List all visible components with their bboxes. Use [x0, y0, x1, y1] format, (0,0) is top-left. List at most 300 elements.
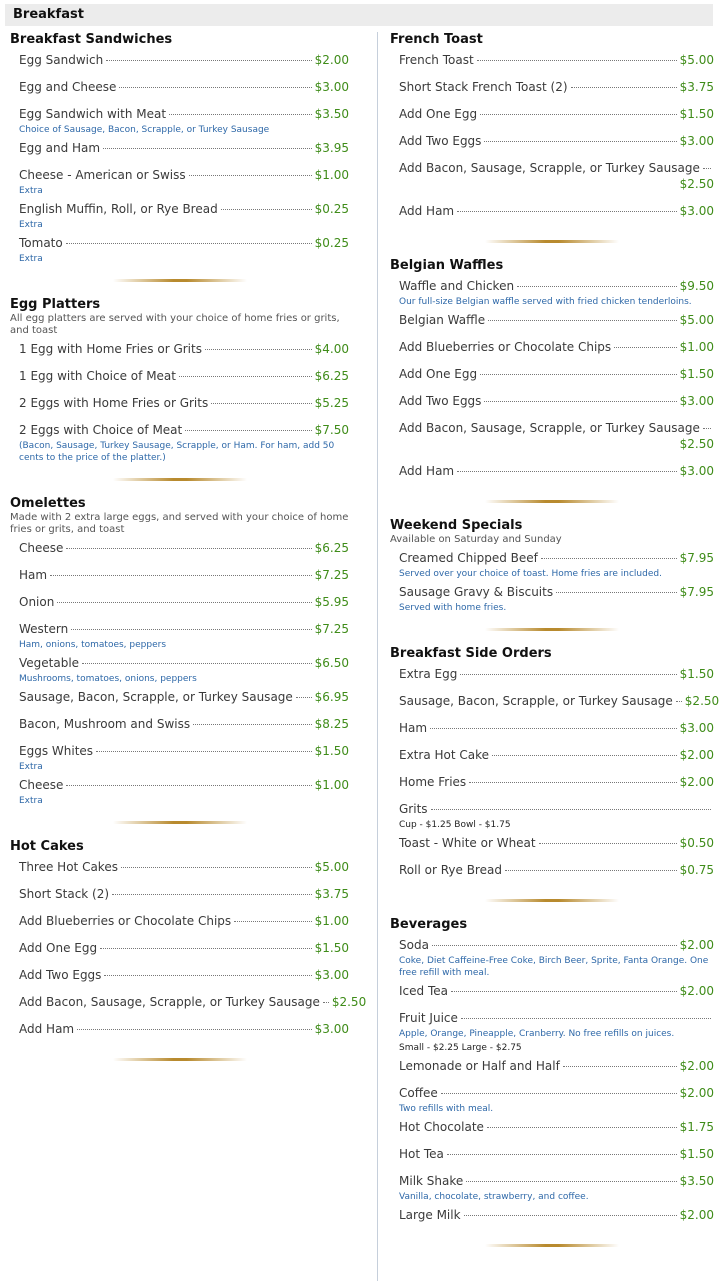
dot-leader	[121, 867, 312, 868]
dot-leader	[77, 1029, 312, 1030]
menu-item-row	[390, 339, 714, 355]
menu-item-price: $2.50	[679, 437, 714, 451]
menu-item-name: Add Blueberries or Chocolate Chips	[399, 340, 612, 354]
dot-leader	[614, 347, 676, 348]
menu-section-hot-cakes	[10, 839, 367, 1044]
dot-leader	[556, 592, 677, 593]
dot-leader	[296, 697, 312, 698]
dot-leader	[96, 751, 312, 752]
menu-item	[390, 937, 714, 979]
menu-item	[390, 1010, 714, 1054]
menu-item-row	[10, 994, 367, 1010]
menu-item	[10, 994, 367, 1017]
dot-leader	[539, 843, 677, 844]
dot-leader	[457, 211, 677, 212]
dot-leader	[703, 428, 711, 429]
menu-item-name: Soda	[399, 938, 429, 952]
menu-item-row	[10, 689, 349, 705]
dot-leader	[431, 809, 711, 810]
menu-item-description: Served with home fries.	[399, 603, 507, 613]
dot-leader	[71, 629, 311, 630]
dot-leader	[211, 403, 311, 404]
menu-item-row	[390, 983, 714, 999]
menu-item	[10, 201, 349, 231]
menu-item-name: Creamed Chipped Beef	[399, 551, 538, 565]
menu-item-price: $1.75	[679, 1120, 714, 1134]
dot-leader	[563, 1066, 677, 1067]
menu-item-price: $6.50	[314, 656, 349, 670]
menu-item	[10, 140, 349, 163]
menu-item-price: $6.25	[314, 369, 349, 383]
menu-item-price: $3.00	[314, 80, 349, 94]
menu-item	[390, 1085, 714, 1115]
menu-item-price: $1.50	[679, 367, 714, 381]
menu-item-row	[390, 835, 714, 851]
section-divider	[113, 478, 247, 481]
menu-item-price: $2.00	[314, 53, 349, 67]
menu-item-name: 1 Egg with Home Fries or Grits	[19, 342, 202, 356]
menu-item-row	[390, 366, 714, 382]
dot-leader	[541, 558, 677, 559]
menu-item-price: $3.95	[314, 141, 349, 155]
dot-leader	[66, 243, 312, 244]
menu-item-name: Hot Chocolate	[399, 1120, 484, 1134]
menu-item-name: Home Fries	[399, 775, 467, 789]
menu-item	[10, 52, 349, 75]
dot-leader	[205, 349, 312, 350]
menu-item-price: $1.50	[679, 1147, 714, 1161]
dot-leader	[234, 921, 311, 922]
menu-item-row	[10, 167, 349, 183]
right-column	[390, 32, 720, 1262]
menu-item-price: $1.50	[679, 667, 714, 681]
page-title: Breakfast	[13, 7, 84, 22]
menu-item-row	[10, 235, 349, 251]
menu-item-row	[390, 1010, 714, 1026]
section-note: Available on Saturday and Sunday	[390, 534, 562, 545]
menu-item	[390, 747, 714, 770]
dot-leader	[477, 60, 677, 61]
menu-item-name: Bacon, Mushroom and Swiss	[19, 717, 191, 731]
dot-leader	[430, 728, 677, 729]
menu-section-breakfast-side-orders	[390, 646, 720, 885]
dot-leader	[703, 168, 711, 169]
menu-item	[10, 341, 349, 364]
menu-item-row	[390, 312, 714, 328]
menu-item	[390, 366, 714, 389]
menu-item-row	[390, 862, 714, 878]
menu-item-name: Egg and Ham	[19, 141, 101, 155]
left-column	[10, 32, 367, 1076]
menu-item-name: 2 Eggs with Home Fries or Grits	[19, 396, 209, 410]
dot-leader	[66, 785, 311, 786]
dot-leader	[66, 548, 311, 549]
menu-item-price: $3.00	[679, 721, 714, 735]
menu-item	[10, 655, 349, 685]
menu-section-omelettes	[10, 496, 349, 807]
menu-item-name: Extra Hot Cake	[399, 748, 490, 762]
section-divider	[113, 821, 247, 824]
menu-item-price: $0.75	[679, 863, 714, 877]
menu-item-sizes: Cup - $1.25 Bowl - $1.75	[399, 820, 511, 830]
menu-item-row	[10, 540, 349, 556]
menu-item-price: $1.00	[679, 340, 714, 354]
section-title: Egg Platters	[10, 297, 101, 312]
menu-item-price: $6.25	[314, 541, 349, 555]
menu-item-row	[10, 368, 349, 384]
dot-leader	[484, 401, 676, 402]
dot-leader	[571, 87, 677, 88]
menu-item-row	[390, 1058, 714, 1074]
menu-item-description: Apple, Orange, Pineapple, Cranberry. No free refills on juices.	[399, 1029, 675, 1039]
menu-item	[390, 1119, 714, 1142]
section-divider	[113, 1058, 247, 1061]
menu-item-price: $3.00	[679, 134, 714, 148]
menu-item-name: Belgian Waffle	[399, 313, 486, 327]
menu-item	[10, 1021, 349, 1044]
menu-section-egg-platters	[10, 297, 349, 464]
menu-item	[390, 1146, 714, 1169]
section-title: Belgian Waffles	[390, 258, 504, 273]
menu-item-row	[390, 720, 714, 736]
dot-leader	[432, 945, 677, 946]
menu-item-price: $1.50	[314, 941, 349, 955]
menu-item	[390, 1173, 714, 1203]
menu-item	[10, 743, 349, 773]
menu-item-name: Onion	[19, 595, 55, 609]
menu-item-name: Add Two Eggs	[19, 968, 102, 982]
dot-leader	[480, 114, 677, 115]
menu-item-row	[10, 140, 349, 156]
menu-item-row	[10, 913, 349, 929]
dot-leader	[323, 1002, 329, 1003]
menu-item	[10, 368, 349, 391]
menu-item-price: $5.00	[679, 53, 714, 67]
menu-item-name: Short Stack French Toast (2)	[399, 80, 568, 94]
menu-item	[10, 913, 349, 936]
menu-item	[390, 133, 714, 156]
menu-item-name: Lemonade or Half and Half	[399, 1059, 560, 1073]
menu-item-row	[10, 743, 349, 759]
menu-item-name: Cheese	[19, 541, 64, 555]
menu-item-price: $2.00	[679, 984, 714, 998]
menu-item-row	[390, 79, 714, 95]
section-divider	[485, 628, 619, 631]
menu-section-breakfast-sandwiches	[10, 32, 349, 265]
menu-item-name: Add Two Eggs	[399, 394, 482, 408]
menu-item-price: $3.00	[679, 464, 714, 478]
menu-item	[10, 79, 349, 102]
menu-item-row	[10, 79, 349, 95]
dot-leader	[460, 674, 676, 675]
menu-item	[390, 203, 714, 226]
dot-leader	[169, 114, 312, 115]
menu-item-row	[10, 940, 349, 956]
dot-leader	[469, 782, 676, 783]
dot-leader	[57, 602, 311, 603]
menu-item-name: Sausage, Bacon, Scrapple, or Turkey Sausage	[19, 690, 293, 704]
menu-item-price: $8.25	[314, 717, 349, 731]
menu-item-row	[390, 693, 720, 709]
menu-item-name: Toast - White or Wheat	[399, 836, 536, 850]
menu-item-description: Served over your choice of toast. Home fries are included.	[399, 569, 662, 579]
menu-item-price: $2.50	[684, 694, 720, 708]
menu-item-row	[10, 859, 349, 875]
menu-item-name: Add One Egg	[19, 941, 98, 955]
menu-item	[10, 235, 349, 265]
section-title: Breakfast Side Orders	[390, 646, 552, 661]
menu-item	[390, 52, 714, 75]
dot-leader	[189, 175, 312, 176]
menu-item-name: Sausage, Bacon, Scrapple, or Turkey Sausage	[399, 694, 673, 708]
menu-item-price: $0.25	[314, 202, 349, 216]
menu-item-name: Tomato	[19, 236, 63, 250]
menu-item-price: $0.50	[679, 836, 714, 850]
menu-item-row	[390, 666, 714, 682]
section-divider	[113, 279, 247, 282]
dot-leader	[100, 948, 312, 949]
menu-item-row	[390, 52, 714, 68]
menu-item-description: Our full-size Belgian waffle served with fried chicken tenderloins.	[399, 297, 692, 307]
dot-leader	[119, 87, 311, 88]
menu-item-sizes: Small - $2.25 Large - $2.75	[399, 1043, 522, 1053]
menu-item-description: Vanilla, chocolate, strawberry, and coffee.	[399, 1192, 589, 1202]
menu-item-row	[390, 747, 714, 763]
menu-item-name: French Toast	[399, 53, 474, 67]
section-title: French Toast	[390, 32, 483, 47]
section-divider	[485, 500, 619, 503]
menu-item-price: $3.00	[679, 204, 714, 218]
menu-item-row	[390, 1119, 714, 1135]
menu-item	[10, 540, 349, 563]
section-title: Hot Cakes	[10, 839, 84, 854]
menu-item-price: $1.00	[314, 914, 349, 928]
menu-item-name: Western	[19, 622, 69, 636]
menu-item-price: $5.00	[679, 313, 714, 327]
menu-item-price: $1.00	[314, 778, 349, 792]
dot-leader	[50, 575, 312, 576]
menu-item-row	[390, 774, 714, 790]
menu-item-description: Extra	[19, 762, 43, 772]
menu-item-row	[390, 203, 714, 219]
menu-item-name: Add Two Eggs	[399, 134, 482, 148]
menu-item-row	[390, 1173, 714, 1189]
menu-item-row	[10, 422, 349, 438]
menu-item-name: Three Hot Cakes	[19, 860, 118, 874]
menu-item	[10, 940, 349, 963]
menu-item-row	[10, 201, 349, 217]
menu-item-row	[10, 967, 349, 983]
menu-item-row	[390, 1146, 714, 1162]
dot-leader	[505, 870, 677, 871]
menu-item-description: Extra	[19, 796, 43, 806]
menu-item-row	[390, 106, 714, 122]
menu-item	[390, 79, 714, 102]
menu-item-description: Ham, onions, tomatoes, peppers	[19, 640, 167, 650]
menu-item-name: Egg Sandwich with Meat	[19, 107, 167, 121]
menu-item	[10, 106, 349, 136]
dot-leader	[185, 430, 311, 431]
menu-item	[10, 594, 349, 617]
menu-item-price: $7.50	[314, 423, 349, 437]
menu-item	[390, 106, 714, 129]
menu-item-price: $2.00	[679, 938, 714, 952]
menu-item-description: Two refills with meal.	[399, 1104, 494, 1114]
menu-item-row	[390, 160, 714, 176]
dot-leader	[104, 975, 311, 976]
menu-item-row	[10, 594, 349, 610]
menu-item-description: Mushrooms, tomatoes, onions, peppers	[19, 674, 197, 684]
menu-item	[390, 774, 714, 797]
section-note: All egg platters are served with your choice of home fries or grits, and toast	[10, 313, 340, 336]
menu-item-price: $2.00	[679, 1059, 714, 1073]
menu-item-row	[390, 1207, 714, 1223]
dot-leader	[179, 376, 312, 377]
menu-item-price: $4.00	[314, 342, 349, 356]
menu-item-name: Extra Egg	[399, 667, 458, 681]
column-divider	[377, 32, 378, 1281]
dot-leader	[464, 1215, 677, 1216]
menu-item-price: $3.75	[679, 80, 714, 94]
menu-item	[390, 278, 714, 308]
menu-item	[10, 621, 349, 651]
menu-item-price: $1.50	[679, 107, 714, 121]
menu-item	[390, 693, 720, 716]
menu-item-row	[390, 801, 714, 817]
menu-item-row	[10, 716, 349, 732]
menu-item	[390, 420, 714, 459]
menu-item-name: Add One Egg	[399, 367, 478, 381]
menu-section-french-toast	[390, 32, 714, 226]
menu-item	[10, 395, 349, 418]
menu-section-beverages	[390, 917, 714, 1230]
menu-item-row	[10, 655, 349, 671]
menu-item-description: Choice of Sausage, Bacon, Scrapple, or Turkey Sausage	[19, 125, 270, 135]
menu-item-price: $5.25	[314, 396, 349, 410]
section-title: Omelettes	[10, 496, 86, 511]
menu-item	[390, 463, 714, 486]
menu-item	[390, 1207, 714, 1230]
menu-item-price: $2.00	[679, 1086, 714, 1100]
menu-item	[390, 666, 714, 689]
menu-item-name: English Muffin, Roll, or Rye Bread	[19, 202, 218, 216]
menu-item-name: Vegetable	[19, 656, 80, 670]
section-title: Beverages	[390, 917, 468, 932]
dot-leader	[112, 894, 312, 895]
menu-section-belgian-waffles	[390, 258, 714, 486]
dot-leader	[517, 286, 677, 287]
menu-item-price: $2.50	[679, 177, 714, 191]
dot-leader	[492, 755, 677, 756]
menu-item-name: Short Stack (2)	[19, 887, 110, 901]
menu-item	[390, 584, 714, 614]
menu-item-name: Roll or Rye Bread	[399, 863, 502, 877]
section-title: Weekend Specials	[390, 518, 523, 533]
menu-item-price: $1.50	[314, 744, 349, 758]
menu-item-price: $2.00	[679, 748, 714, 762]
menu-item	[10, 567, 349, 590]
menu-item-row	[390, 550, 714, 566]
menu-item	[390, 160, 714, 199]
menu-item-name: Add Ham	[399, 204, 455, 218]
menu-item-price: $3.50	[679, 1174, 714, 1188]
menu-item	[10, 859, 349, 882]
dot-leader	[193, 724, 312, 725]
menu-item-price: $5.00	[314, 860, 349, 874]
menu-item-price: $0.25	[314, 236, 349, 250]
menu-item-price: $7.25	[314, 568, 349, 582]
dot-leader	[487, 1127, 677, 1128]
section-divider	[485, 1244, 619, 1247]
menu-item-name: Egg and Cheese	[19, 80, 117, 94]
menu-item-name: Milk Shake	[399, 1174, 464, 1188]
menu-item-price: $3.00	[679, 394, 714, 408]
section-title: Breakfast Sandwiches	[10, 32, 173, 47]
menu-item-row	[10, 777, 349, 793]
menu-item-row	[10, 886, 349, 902]
menu-item	[10, 716, 349, 739]
page-header	[5, 4, 713, 26]
menu-item-name: Add Bacon, Sausage, Scrapple, or Turkey Sausage	[399, 161, 700, 175]
menu-item	[390, 983, 714, 1006]
menu-item-price: $3.00	[314, 1022, 349, 1036]
section-note: Made with 2 extra large eggs, and served with your choice of home fries or grits, and toast	[10, 512, 349, 535]
menu-item-price: $6.95	[314, 690, 349, 704]
menu-item	[390, 312, 714, 335]
menu-item-description: (Bacon, Sausage, Turkey Sausage, Scrapple, or Ham. For ham, add 50 cents to the price of the platter.)	[19, 441, 335, 463]
menu-item-name: Fruit Juice	[399, 1011, 458, 1025]
menu-item	[10, 777, 349, 807]
menu-item-name: Grits	[399, 802, 428, 816]
menu-item-price: $3.75	[314, 887, 349, 901]
menu-item-name: Add Ham	[19, 1022, 75, 1036]
menu-item-name: Add One Egg	[399, 107, 478, 121]
menu-item-name: Add Bacon, Sausage, Scrapple, or Turkey Sausage	[19, 995, 320, 1009]
dot-leader	[484, 141, 676, 142]
menu-item	[10, 422, 349, 464]
section-divider	[485, 899, 619, 902]
menu-item-price: $7.95	[679, 585, 714, 599]
menu-item-price: $2.50	[331, 995, 367, 1009]
menu-item	[390, 550, 714, 580]
menu-item	[10, 167, 349, 197]
menu-item-price: $7.25	[314, 622, 349, 636]
menu-item-name: Sausage Gravy & Biscuits	[399, 585, 554, 599]
menu-item-row	[10, 395, 349, 411]
menu-item-row	[390, 133, 714, 149]
menu-item-description: Coke, Diet Caffeine-Free Coke, Birch Beer, Sprite, Fanta Orange. One free refill with meal.	[399, 956, 709, 978]
dot-leader	[106, 60, 311, 61]
section-divider	[485, 240, 619, 243]
menu-item-row	[10, 341, 349, 357]
menu-item-row	[10, 52, 349, 68]
menu-item	[10, 967, 349, 990]
menu-item-row	[390, 1085, 714, 1101]
menu-item	[390, 1058, 714, 1081]
menu-item-description: Extra	[19, 220, 43, 230]
dot-leader	[441, 1093, 677, 1094]
dot-leader	[221, 209, 312, 210]
menu-item-row	[10, 567, 349, 583]
menu-item-row	[390, 420, 714, 436]
menu-item-name: Egg Sandwich	[19, 53, 104, 67]
menu-item-name: 1 Egg with Choice of Meat	[19, 369, 176, 383]
menu-item-row	[10, 106, 349, 122]
dot-leader	[447, 1154, 677, 1155]
menu-item-name: Iced Tea	[399, 984, 448, 998]
menu-item-price: $2.00	[679, 1208, 714, 1222]
dot-leader	[457, 471, 677, 472]
